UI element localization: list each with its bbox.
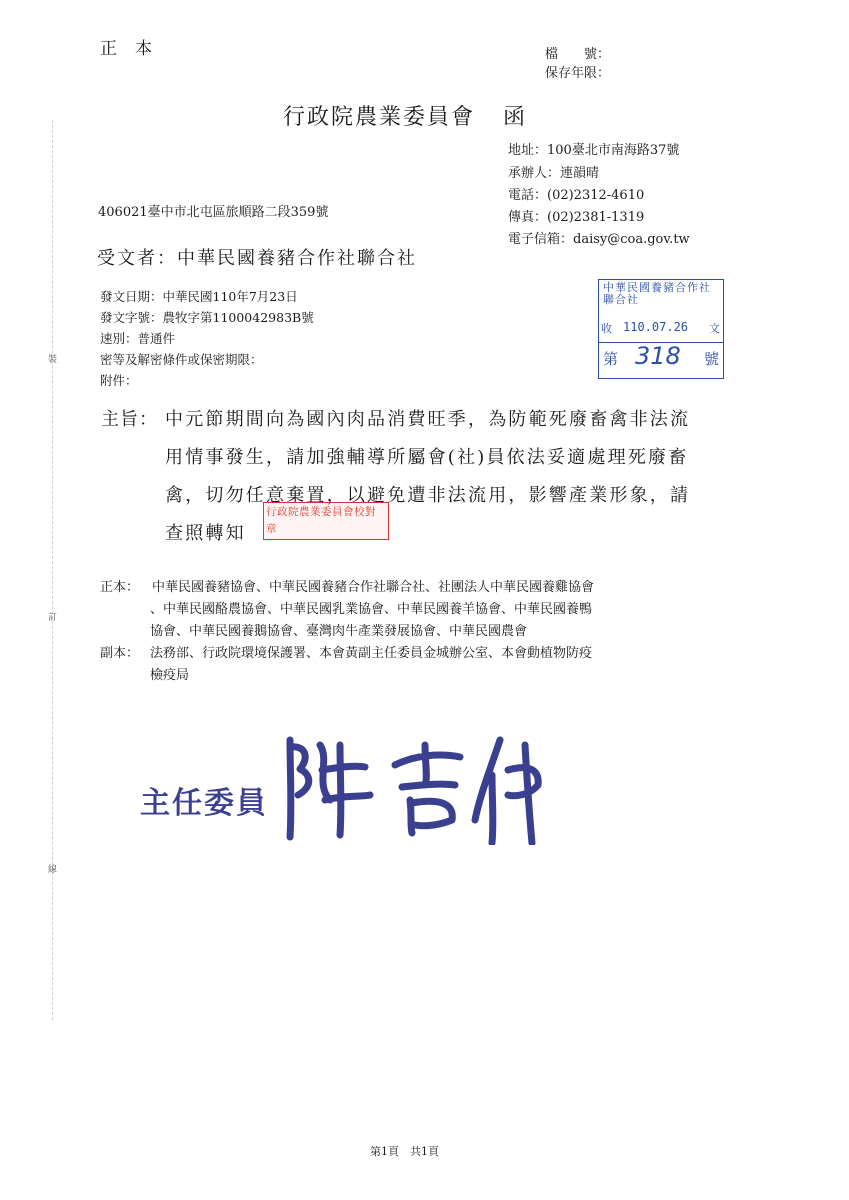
binding-mark-xian: 線 [48, 865, 58, 875]
binding-line [52, 120, 53, 1020]
proofreading-seal [263, 502, 389, 540]
binding-mark-ding: 訂 [48, 613, 58, 623]
main-recipients-line: 協會、中華民國養鵝協會、臺灣肉牛產業發展協會、中華民國農會 [150, 624, 528, 639]
subject-line: 用情事發生，請加強輔導所屬會(社)員依法妥適處理死廢畜 [165, 447, 689, 468]
seal-text: 行政院農業委員會校對章 [266, 506, 376, 535]
stamp-date: 110.07.26 [623, 320, 689, 334]
contact-handler: 承辦人：連韻晴 [508, 166, 600, 181]
document-type: 函 [503, 105, 528, 130]
retention-period-label: 保存年限： [545, 66, 611, 81]
signature-title: 主任委員 [140, 786, 268, 821]
main-recipients-line: 、中華民國酪農協會、中華民國乳業協會、中華民國養羊協會、中華民國養鴨 [150, 602, 593, 617]
stamp-number-prefix: 第 [603, 350, 619, 368]
recipient-address: 406021臺中市北屯區旅順路二段359號 [98, 205, 329, 220]
document-number: 發文字號：農牧字第1100042983B號 [100, 310, 314, 325]
main-recipients-label: 正本： [100, 580, 140, 595]
file-number-label: 檔 號： [545, 47, 611, 62]
stamp-received-char: 收 [601, 322, 612, 335]
handwritten-signature [290, 740, 538, 843]
main-recipients-line: 中華民國養豬協會、中華民國養豬合作社聯合社、社團法人中華民國養雞協會 [152, 580, 595, 595]
copy-recipients-label: 副本： [100, 646, 140, 661]
document-title [283, 100, 527, 131]
stamp-doc-char: 文 [709, 322, 720, 335]
contact-address: 地址：100臺北市南海路37號 [508, 143, 680, 158]
issue-date: 發文日期：中華民國110年7月23日 [100, 289, 298, 304]
binding-mark-zhuang: 裝 [48, 355, 58, 365]
recipient-line: 受文者：中華民國養豬合作社聯合社 [97, 248, 417, 269]
signature [140, 725, 560, 845]
attachments: 附件： [100, 373, 138, 388]
delivery-speed: 速別：普通件 [100, 331, 176, 346]
subject-line: 禽，切勿任意棄置，以避免遭非法流用，影響產業形象，請 [165, 485, 691, 506]
contact-email: 電子信箱：daisy@coa.gov.tw [508, 232, 690, 247]
subject-label: 主旨： [101, 409, 158, 430]
secrecy-level: 密等及解密條件或保密期限： [100, 352, 263, 367]
stamp-number: 318 [635, 342, 681, 370]
contact-fax: 傳真：(02)2381-1319 [508, 210, 645, 225]
copy-recipients-line: 法務部、行政院環境保護署、本會黃副主任委員金城辦公室、本會動植物防疫 [150, 646, 593, 661]
receipt-stamp [598, 279, 724, 379]
copy-mark: 正本 [100, 39, 170, 59]
copy-recipients-line: 檢疫局 [150, 668, 190, 683]
contact-phone: 電話：(02)2312-4610 [508, 188, 645, 203]
subject-line: 中元節期間向為國內肉品消費旺季，為防範死廢畜禽非法流 [165, 409, 691, 430]
stamp-number-suffix: 號 [703, 350, 719, 368]
subject-line: 查照轉知 [165, 523, 246, 544]
stamp-organization: 中華民國養豬合作社聯合社 [603, 281, 711, 306]
page-footer: 第1頁 共1頁 [370, 1145, 439, 1158]
issuing-organization: 行政院農業委員會 [283, 105, 476, 130]
